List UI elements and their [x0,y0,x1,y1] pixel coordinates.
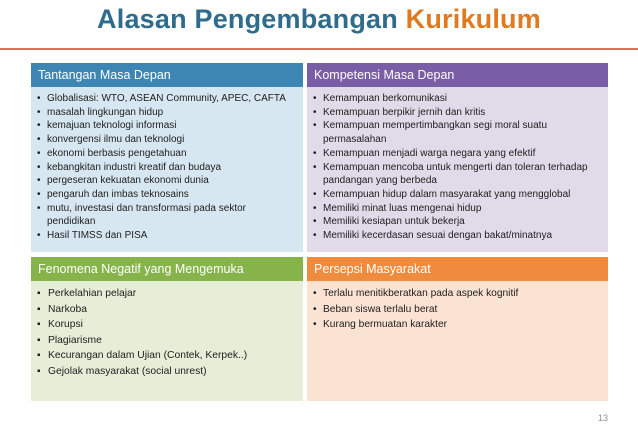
list-item: • Kemampuan menjadi warga negara yang efektif [313,147,600,161]
list-item: ▪ Narkoba [37,302,295,318]
list-item: • Memiliki kesiapan untuk bekerja [313,215,600,229]
list-item: • pergeseran kekuatan ekonomi dunia [37,174,295,188]
kompetensi-list [313,92,600,243]
list-item: • Kemampuan hidup dalam masyarakat yang mengglobal [313,188,600,202]
tantangan-panel [31,87,303,252]
list-item: • Globalisasi: WTO, ASEAN Community, APEC, CAFTA [37,92,295,106]
fenomena-heading: Fenomena Negatif yang Mengemuka [31,257,303,281]
tantangan-list [37,92,295,243]
tantangan-heading: Tantangan Masa Depan [31,63,303,87]
list-item: • Kurang bermuatan karakter [313,317,600,333]
page-number: 13 [597,413,608,423]
persepsi-heading: Persepsi Masyarakat [307,257,608,281]
kompetensi-heading: Kompetensi Masa Depan [307,63,608,87]
list-item: • Memiliki kecerdasan sesuai dengan bakat/minatnya [313,229,600,243]
slide-title [0,4,638,35]
list-item: • kemajuan teknologi informasi [37,119,295,133]
list-item: ▪ Kecurangan dalam Ujian (Contek, Kerpek..) [37,348,295,364]
list-item: • Terlalu menitikberatkan pada aspek kognitif [313,286,600,302]
list-item: • Hasil TIMSS dan PISA [37,229,295,243]
list-item: ▪ Perkelahian pelajar [37,286,295,302]
list-item: • Kemampuan mencoba untuk mengerti dan toleran terhadap pandangan yang berbeda [313,161,600,188]
fenomena-panel [31,281,303,401]
title-part-1: Alasan Pengembangan [97,4,406,34]
title-divider [0,48,638,50]
list-item: • masalah lingkungan hidup [37,106,295,120]
list-item: • Kemampuan mempertimbangkan segi moral suatu permasalahan [313,119,600,146]
list-item: • Beban siswa terlalu berat [313,302,600,318]
list-item: • Memiliki minat luas mengenai hidup [313,202,600,216]
list-item: • konvergensi ilmu dan teknologi [37,133,295,147]
list-item: • pengaruh dan imbas teknosains [37,188,295,202]
list-item: • ekonomi berbasis pengetahuan [37,147,295,161]
list-item: ▪ Gejolak masyarakat (social unrest) [37,364,295,380]
list-item: ▪ Plagiarisme [37,333,295,349]
list-item: • Kemampuan berpikir jernih dan kritis [313,106,600,120]
list-item: • mutu, investasi dan transformasi pada sektor pendidikan [37,202,295,229]
persepsi-list [313,286,600,333]
persepsi-panel [307,281,608,401]
fenomena-list [37,286,295,380]
title-part-2: Kurikulum [405,4,541,34]
kompetensi-panel [307,87,608,252]
list-item: • kebangkitan industri kreatif dan budaya [37,161,295,175]
list-item: • Kemampuan berkomunikasi [313,92,600,106]
list-item: ▪ Korupsi [37,317,295,333]
